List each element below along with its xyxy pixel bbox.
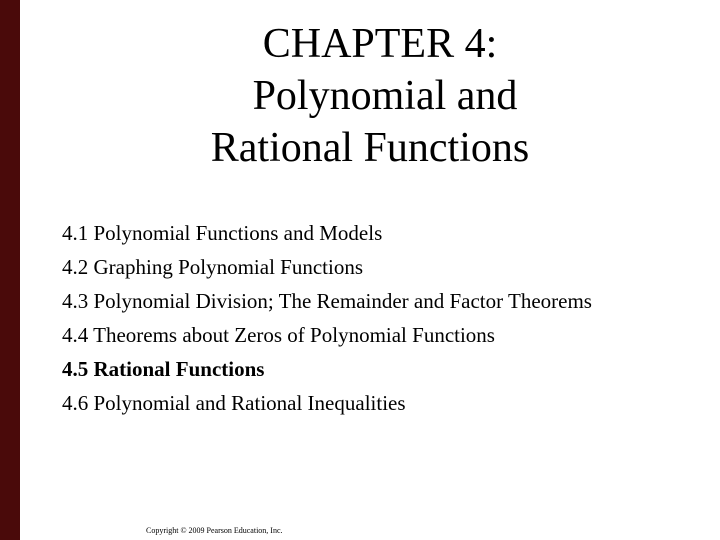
section-item-4-4: 4.4 Theorems about Zeros of Polynomial Functions bbox=[62, 323, 495, 347]
copyright-notice: Copyright © 2009 Pearson Education, Inc. bbox=[146, 526, 283, 535]
chapter-title-line-1: CHAPTER 4: bbox=[262, 21, 498, 67]
section-item-4-2: 4.2 Graphing Polynomial Functions bbox=[62, 255, 363, 279]
section-item-4-6: 4.6 Polynomial and Rational Inequalities bbox=[62, 391, 406, 415]
chapter-title-line-3: Rational Functions bbox=[210, 125, 530, 171]
chapter-title bbox=[150, 18, 590, 174]
section-list bbox=[62, 216, 702, 420]
chapter-title-line-2: Polynomial and bbox=[252, 73, 518, 119]
section-item-4-1: 4.1 Polynomial Functions and Models bbox=[62, 221, 383, 245]
section-item-4-5-current: 4.5 Rational Functions bbox=[62, 357, 265, 381]
section-item-4-3: 4.3 Polynomial Division; The Remainder and Factor Theorems bbox=[62, 289, 592, 313]
left-accent-bar bbox=[0, 0, 20, 540]
